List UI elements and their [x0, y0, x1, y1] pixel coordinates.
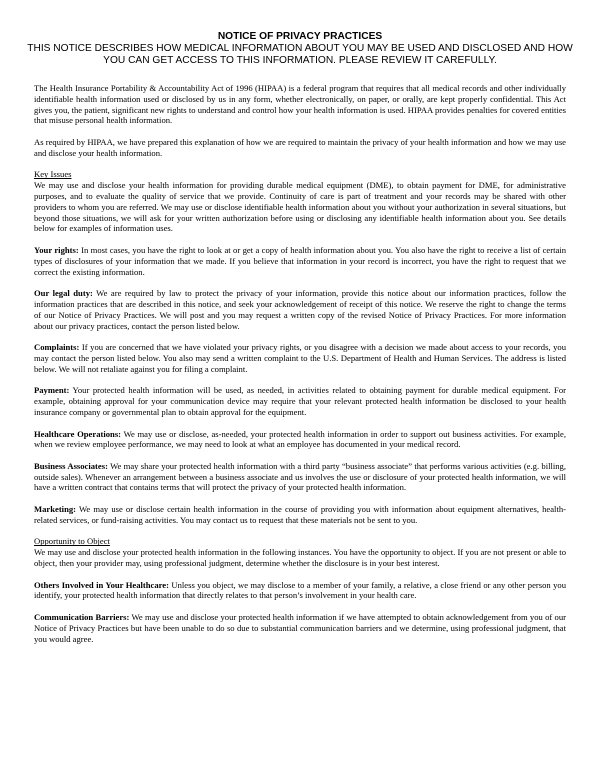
opportunity-section — [34, 536, 566, 568]
healthcare-operations-section — [34, 429, 566, 451]
opportunity-heading: Opportunity to Object — [34, 536, 110, 547]
intro-paragraph-1: The Health Insurance Portability & Accountability Act of 1996 (HIPAA) is a federal program that requires that all medical records and other individually identifiable health information used or disclosed by us in any form, whether electronically, on paper, or orally, are kept properly confidential. This Act gives you, the patient, significant new rights to understand and control how your health information is used. HIPAA provides penalties for covered entities that misuse personal health information. — [34, 83, 566, 126]
section-label: Healthcare Operations: — [34, 428, 122, 439]
intro-paragraph-2: As required by HIPAA, we have prepared this explanation of how we are required to maintain the privacy of your health information and how we may use and disclose your health information. — [34, 136, 566, 158]
document-title: NOTICE OF PRIVACY PRACTICES — [217, 31, 383, 42]
legal-duty-section — [34, 288, 566, 331]
section-label: Communication Barriers: — [34, 612, 130, 623]
others-involved-section — [34, 580, 566, 602]
section-label: Complaints: — [34, 342, 80, 353]
payment-section — [34, 385, 566, 417]
communication-barriers-section — [34, 612, 566, 644]
key-issues-section — [34, 169, 566, 234]
document-subtitle-line1: THIS NOTICE DESCRIBES HOW MEDICAL INFORMATION ABOUT YOU MAY BE USED AND DISCLOSED AND HOW — [27, 43, 573, 54]
section-text: We are required by law to protect the privacy of your information, provide this notice about our information practices, follow the information practices that are described in this notice, and seek your acknowledgement of receipt of this notice. We reserve the right to change the terms of our Notice of Privacy Practices. We will post and you may request a written copy of the revised Notice of Privacy Practices. For more information about our privacy practices, contact the person listed below. — [34, 288, 567, 331]
section-text: Your protected health information will be used, as needed, in activities related to obtaining payment for durable medical equipment. For example, obtaining approval for your communication device may require that your relevant protected health information be disclosed to your health insurance company or governmental plan to obtain approval for the equipment. — [34, 385, 566, 417]
complaints-section — [34, 342, 566, 374]
section-label: Others Involved in Your Healthcare: — [34, 579, 169, 590]
section-text: We may use or disclose certain health information in the course of providing you with information about equipment alternatives, health-related services, or fund-raising activities. You may contact us to request that these materials not be sent to you. — [34, 504, 566, 525]
document-body — [34, 83, 566, 655]
section-label: Our legal duty: — [34, 288, 93, 299]
section-text: We may use or disclose, as-needed, your protected health information in order to support out business activities. For example, when we review employee performance, we may need to look at what an employee has documented in your medical record. — [34, 428, 567, 450]
document-subtitle-line2: YOU CAN GET ACCESS TO THIS INFORMATION. PLEASE REVIEW IT CAREFULLY. — [103, 55, 497, 66]
key-issues-heading: Key Issues — [34, 169, 72, 180]
section-text: If you are concerned that we have violated your privacy rights, or you disagree with a decision we made about access to your records, you may contact the person listed below. You also may send a written complaint to the U.S. Department of Health and Human Services. The address is listed below. We will not retaliate against you for filing a complaint. — [34, 342, 566, 374]
key-issues-text: We may use and disclose your health information for providing durable medical equipment (DME), to obtain payment for DME, for administrative purposes, and to evaluate the quality of service that we provide. Continuity of care is part of treatment and your records may be shared with other providers to whom you are referred. We may use or disclose identifiable health information about you without your authorization in several situations, but beyond those situations, we will ask for your written authorization before using or disclosing any identifiable health information about you. See details below for examples of information uses. — [34, 180, 566, 234]
section-text: We may use and disclose your protected health information if we have attempted to obtain acknowledgement from you of our Notice of Privacy Practices but have been unable to do so due to substantial communication barriers and we determine, using professional judgment, that you would agree. — [34, 612, 566, 644]
section-text: In most cases, you have the right to look at or get a copy of health information about you. You also have the right to receive a list of certain types of disclosures of your information that we made. If you believe that information in your record is incorrect, you have the right to request that we correct the existing information. — [34, 244, 566, 277]
business-associates-section — [34, 461, 566, 493]
section-text: Unless you object, we may disclose to a member of your family, a relative, a close friend or any other person you identify, your protected health information that directly relates to that person’s involvement in your health care. — [34, 579, 566, 601]
section-label: Your rights: — [34, 244, 79, 255]
section-label: Marketing: — [34, 504, 77, 515]
section-label: Payment: — [34, 385, 70, 396]
section-text: We may share your protected health information with a third party “business associate” that performs various activities (e.g. billing, outside sales). Whenever an arrangement between a business associate and us involves the use or disclosure of your protected health information, we will have a written contract that contains terms that will protect the privacy of your protected health information. — [34, 460, 566, 493]
your-rights-section — [34, 245, 566, 277]
opportunity-text: We may use and disclose your protected health information in the following instances. You have the opportunity to object. If you are not present or able to object, then your provider may, using professional judgment, determine whether the disclosure is in your best interest. — [34, 547, 566, 569]
marketing-section — [34, 504, 566, 526]
section-label: Business Associates: — [34, 460, 108, 471]
